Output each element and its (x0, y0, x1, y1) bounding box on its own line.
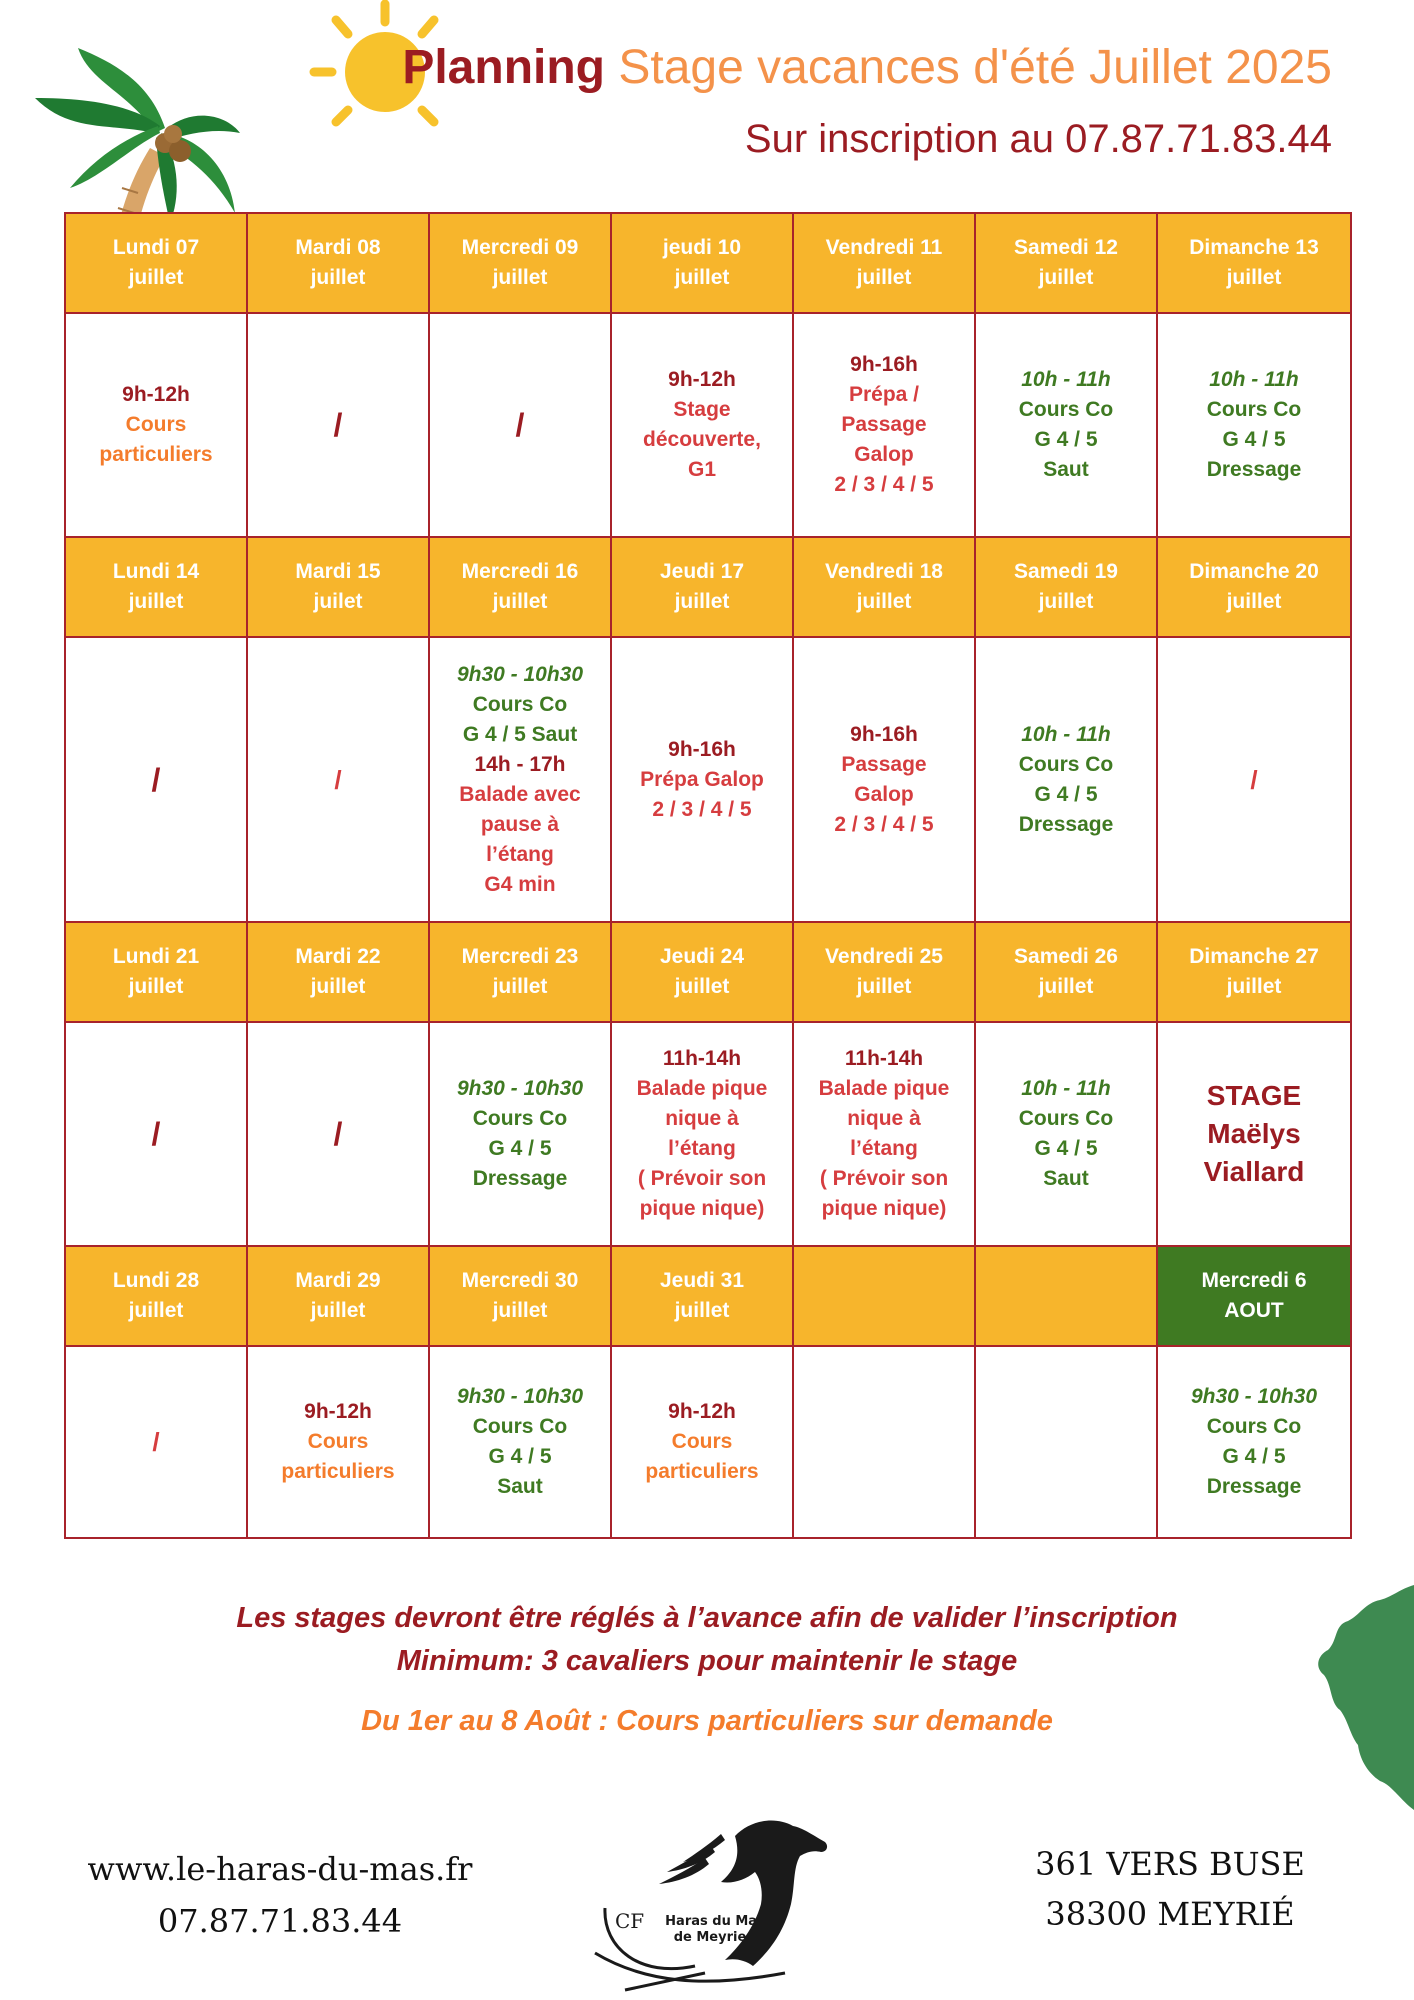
day-header (429, 922, 611, 1022)
activity-cell (429, 1346, 611, 1538)
page-subtitle: Sur inscription au 07.87.71.83.44 (744, 117, 1332, 161)
activity-text: G 4 / 5 (1222, 1445, 1286, 1468)
activity-text: Dressage (1206, 458, 1302, 481)
footer-address-line1: 361 VERS BUSE (1035, 1845, 1305, 1883)
activity-text: Passage (841, 752, 927, 776)
activity-text: Cours Co (472, 1107, 568, 1130)
activity-text: G 4 / 5 (1034, 782, 1098, 806)
day-header-text: Lundi 28 (112, 1269, 200, 1292)
activity-text: G1 (687, 458, 716, 481)
day-header-text: juillet (1038, 975, 1094, 998)
day-header (1157, 213, 1351, 313)
day-header-text: juillet (128, 1299, 184, 1322)
activity-text: pique nique) (821, 1197, 947, 1220)
day-header-text: juillet (1226, 266, 1282, 289)
day-header-text: Mardi 08 (295, 236, 381, 259)
activity-cell (429, 637, 611, 922)
day-header-text: Mardi 15 (295, 560, 381, 583)
day-header-text: juillet (1226, 975, 1282, 998)
activity-text: nique à (665, 1107, 739, 1130)
day-header (793, 1246, 975, 1346)
day-header-text: Lundi 07 (112, 236, 200, 259)
activity-text: pique nique) (639, 1197, 765, 1220)
footer-website: www.le-haras-du-mas.fr (87, 1850, 473, 1888)
activity-text: 9h30 - 10h30 (456, 1077, 584, 1100)
activity-text: Maëlys (1207, 1118, 1301, 1149)
day-header (65, 213, 247, 313)
no-activity-mark: / (151, 761, 161, 798)
activity-cell (793, 313, 975, 537)
day-header-text: Dimanche 20 (1189, 560, 1319, 583)
activity-text: 2 / 3 / 4 / 5 (834, 812, 934, 836)
day-header-text: juillet (674, 1299, 730, 1322)
day-header-text: Samedi 19 (1014, 560, 1118, 583)
day-header (975, 213, 1157, 313)
activity-text: Balade pique (636, 1077, 768, 1100)
day-header-text: Mercredi 6 (1201, 1269, 1307, 1292)
day-header-text: juillet (1226, 590, 1282, 613)
activity-text: 2 / 3 / 4 / 5 (834, 473, 934, 496)
page-title (402, 40, 1332, 95)
activity-text: 9h30 - 10h30 (456, 662, 584, 686)
activity-cell (611, 637, 793, 922)
activity-text: Balade avec (459, 782, 581, 806)
week-activity-row (65, 637, 1351, 922)
activity-text: l’étang (668, 1137, 736, 1160)
activity-cell (793, 1022, 975, 1246)
activity-text: l’étang (850, 1137, 918, 1160)
activity-text: G 4 / 5 (1034, 428, 1098, 451)
horse-logo-icon (585, 1808, 835, 1993)
day-header-text: Vendredi 25 (825, 945, 943, 968)
day-header-text: Mardi 29 (295, 1269, 381, 1292)
activity-text: G 4 / 5 (488, 1445, 552, 1468)
activity-text: pause à (480, 812, 560, 836)
day-header-text: Lundi 21 (112, 945, 200, 968)
week-header-row (65, 1246, 1351, 1346)
activity-text: G 4 / 5 (1034, 1137, 1098, 1160)
day-header-text: Dimanche 13 (1189, 236, 1319, 259)
no-activity-mark: / (151, 1116, 161, 1152)
activity-text: 9h-16h (850, 353, 918, 376)
activity-text: 9h30 - 10h30 (1190, 1385, 1318, 1408)
activity-cell (1157, 637, 1351, 922)
day-header-text: Mercredi 30 (461, 1269, 579, 1292)
day-header-text: juillet (674, 590, 730, 613)
activity-text: Dressage (1206, 1475, 1302, 1498)
activity-text: Cours Co (1206, 1415, 1302, 1438)
activity-text: découverte, (643, 428, 761, 451)
no-activity-mark: / (333, 407, 343, 443)
activity-text: Cours (671, 1430, 733, 1453)
activity-cell (975, 1346, 1157, 1538)
activity-text: Cours Co (472, 1415, 568, 1438)
day-header-text: juilet (313, 590, 363, 613)
day-header (429, 537, 611, 637)
day-header (793, 213, 975, 313)
title-rest: Stage vacances d'été Juillet 2025 (618, 41, 1332, 94)
activity-text: l’étang (486, 842, 554, 866)
day-header-text: juillet (856, 266, 912, 289)
activity-cell (611, 313, 793, 537)
no-activity-mark: / (333, 1116, 343, 1152)
activity-text: Balade pique (818, 1077, 950, 1100)
activity-text: Cours Co (1018, 752, 1114, 776)
day-header-text: AOUT (1224, 1299, 1284, 1322)
activity-text: 10h - 11h (1021, 368, 1111, 391)
week-activity-row (65, 1022, 1351, 1246)
day-header-text: juillet (1038, 590, 1094, 613)
activity-cell (793, 637, 975, 922)
day-header-text: juillet (492, 590, 548, 613)
activity-text: 9h-12h (122, 383, 190, 406)
no-activity-mark: / (152, 1427, 160, 1457)
activity-cell (975, 313, 1157, 537)
activity-text: 10h - 11h (1021, 722, 1111, 746)
week-header-row (65, 213, 1351, 313)
week-activity-row (65, 313, 1351, 537)
week-header-row (65, 537, 1351, 637)
day-header-text: Mercredi 09 (461, 236, 579, 259)
day-header-text: Lundi 14 (112, 560, 200, 583)
activity-text: Saut (1043, 1167, 1089, 1190)
activity-text: 9h-16h (850, 722, 918, 746)
activity-cell (65, 1346, 247, 1538)
activity-cell (611, 1346, 793, 1538)
activity-cell (65, 637, 247, 922)
day-header-text: juillet (128, 975, 184, 998)
activity-text: Prépa / (848, 383, 920, 406)
activity-cell (247, 313, 429, 537)
day-header-text: juillet (128, 590, 184, 613)
activity-text: Cours (125, 413, 187, 436)
activity-text: particuliers (645, 1460, 759, 1483)
activity-cell (65, 1022, 247, 1246)
day-header-text: juillet (674, 975, 730, 998)
activity-text: ( Prévoir son (819, 1167, 949, 1190)
activity-text: 9h-12h (668, 368, 736, 391)
day-header-text: juillet (856, 975, 912, 998)
activity-text: 14h - 17h (474, 752, 566, 776)
activity-cell (1157, 1022, 1351, 1246)
day-header-text: juillet (310, 1299, 366, 1322)
activity-cell (975, 637, 1157, 922)
week-header-row (65, 922, 1351, 1022)
footer-phone: 07.87.71.83.44 (157, 1902, 403, 1940)
no-activity-mark: / (1250, 764, 1258, 795)
activity-text: particuliers (99, 443, 213, 466)
activity-text: Dressage (472, 1167, 568, 1190)
activity-text: Dressage (1018, 812, 1114, 836)
activity-text: Prépa Galop (640, 767, 764, 791)
activity-text: 9h-12h (668, 1400, 736, 1423)
activity-text: G4 min (484, 872, 556, 896)
day-header (1157, 1246, 1351, 1346)
activity-text: Cours (307, 1430, 369, 1453)
activity-text: 11h-14h (844, 1047, 924, 1070)
activity-cell (65, 313, 247, 537)
day-header-text: Jeudi 31 (659, 1269, 745, 1292)
day-header (247, 213, 429, 313)
activity-cell (247, 1346, 429, 1538)
activity-text: 10h - 11h (1209, 368, 1299, 391)
activity-text: Saut (1043, 458, 1089, 481)
note-minimum: Minimum: 3 cavaliers pour maintenir le stage (396, 1645, 1018, 1677)
no-activity-mark: / (515, 407, 525, 443)
activity-cell (1157, 313, 1351, 537)
day-header (65, 1246, 247, 1346)
day-header (247, 1246, 429, 1346)
activity-text: 9h30 - 10h30 (456, 1385, 584, 1408)
activity-cell (429, 313, 611, 537)
day-header-text: Mercredi 23 (461, 945, 579, 968)
activity-text: 9h-16h (668, 737, 736, 761)
activity-text: G 4 / 5 Saut (462, 722, 578, 746)
day-header-text: Dimanche 27 (1189, 945, 1319, 968)
day-header (65, 922, 247, 1022)
day-header-text: Jeudi 24 (659, 945, 745, 968)
day-header (975, 1246, 1157, 1346)
day-header-text: juillet (674, 266, 730, 289)
day-header (1157, 537, 1351, 637)
day-header-text: Vendredi 11 (825, 236, 943, 259)
activity-text: Galop (854, 443, 914, 466)
day-header-text: juillet (128, 266, 184, 289)
activity-cell (429, 1022, 611, 1246)
activity-text: Galop (854, 782, 914, 806)
activity-text: nique à (847, 1107, 921, 1130)
activity-text: Cours Co (1018, 1107, 1114, 1130)
day-header (793, 537, 975, 637)
activity-text: STAGE (1206, 1080, 1302, 1111)
activity-text: Stage (673, 398, 731, 421)
day-header-text: jeudi 10 (662, 236, 742, 259)
day-header (247, 922, 429, 1022)
day-header-text: Samedi 26 (1014, 945, 1118, 968)
day-header-text: Samedi 12 (1014, 236, 1118, 259)
note-august: Du 1er au 8 Août : Cours particuliers sur demande (361, 1705, 1053, 1737)
day-header-text: Mercredi 16 (461, 560, 579, 583)
day-header-text: juillet (310, 975, 366, 998)
day-header-text: juillet (492, 266, 548, 289)
day-header (429, 213, 611, 313)
no-activity-mark: / (334, 764, 342, 795)
day-header-text: Jeudi 17 (659, 560, 745, 583)
logo-monogram: CF (615, 1909, 645, 1933)
activity-cell (1157, 1346, 1351, 1538)
day-header-text: juillet (492, 1299, 548, 1322)
activity-cell (247, 1022, 429, 1246)
day-header (429, 1246, 611, 1346)
activity-text: ( Prévoir son (637, 1167, 767, 1190)
planning-table (64, 212, 1352, 1539)
day-header (1157, 922, 1351, 1022)
activity-text: G 4 / 5 (488, 1137, 552, 1160)
activity-text: Saut (497, 1475, 543, 1498)
title-strong: Planning (402, 41, 605, 94)
day-header (65, 537, 247, 637)
day-header (611, 1246, 793, 1346)
activity-text: 11h-14h (662, 1047, 742, 1070)
day-header (611, 213, 793, 313)
day-header-text: juillet (856, 590, 912, 613)
logo-text-line2: de Meyrie (673, 1930, 747, 1945)
day-header (611, 922, 793, 1022)
logo-text-line1: Haras du Mas (665, 1914, 765, 1929)
day-header (611, 537, 793, 637)
activity-text: Cours Co (1018, 398, 1114, 421)
activity-cell (247, 637, 429, 922)
day-header (247, 537, 429, 637)
activity-text: Cours Co (1206, 398, 1302, 421)
day-header-text: juillet (492, 975, 548, 998)
activity-text: 9h-12h (304, 1400, 372, 1423)
day-header (975, 922, 1157, 1022)
note-payment: Les stages devront être réglés à l’avance afin de valider l’inscription (236, 1602, 1178, 1634)
activity-text: Passage (841, 413, 927, 436)
day-header-text: juillet (310, 266, 366, 289)
activity-text: particuliers (281, 1460, 395, 1483)
day-header (793, 922, 975, 1022)
activity-text: G 4 / 5 (1222, 428, 1286, 451)
activity-text: Cours Co (472, 692, 568, 716)
day-header (975, 537, 1157, 637)
week-activity-row (65, 1346, 1351, 1538)
day-header-text: juillet (1038, 266, 1094, 289)
footer-address-line2: 38300 MEYRIÉ (1045, 1895, 1295, 1933)
activity-cell (611, 1022, 793, 1246)
activity-text: 2 / 3 / 4 / 5 (652, 797, 752, 821)
day-header-text: Vendredi 18 (825, 560, 943, 583)
day-header-text: Mardi 22 (295, 945, 381, 968)
activity-cell (793, 1346, 975, 1538)
activity-text: 10h - 11h (1021, 1077, 1111, 1100)
activity-cell (975, 1022, 1157, 1246)
activity-text: Viallard (1203, 1156, 1305, 1187)
